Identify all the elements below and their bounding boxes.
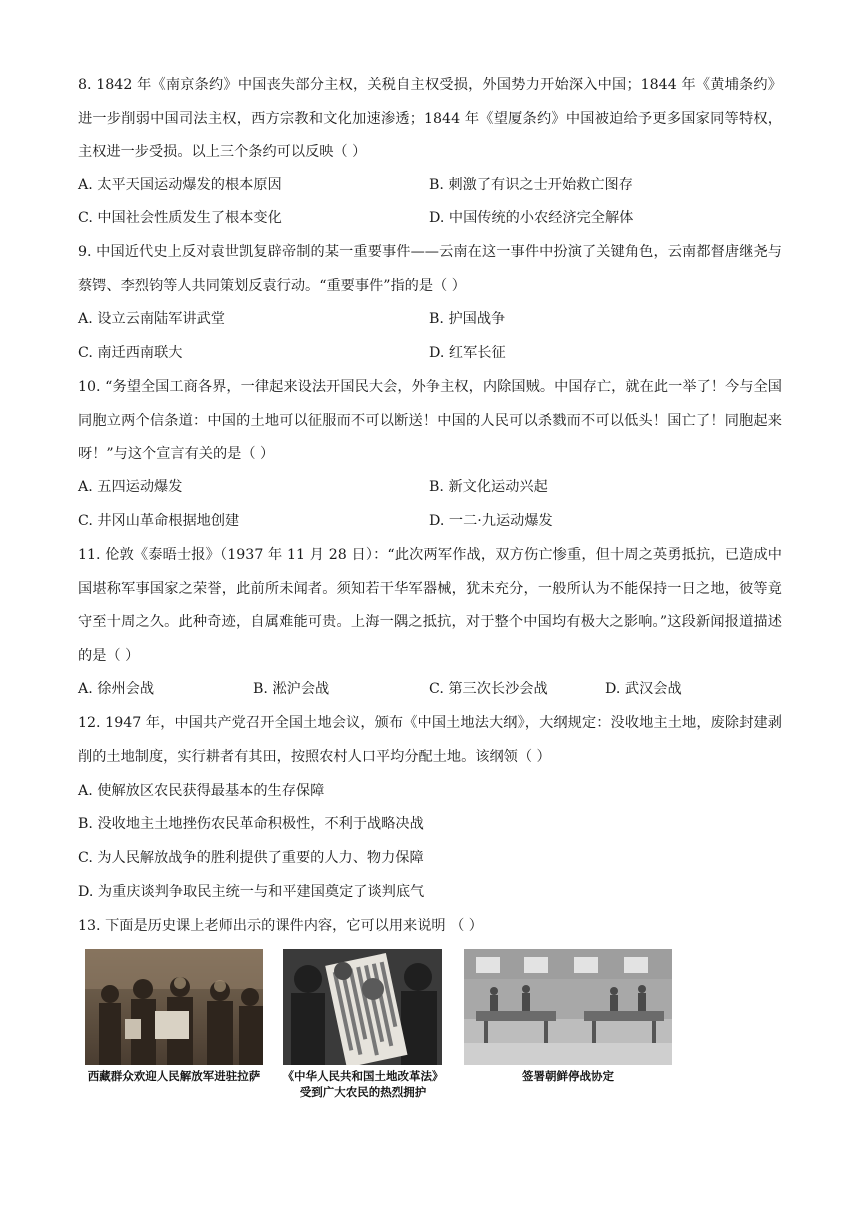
caption-land-reform-line1: 《中华人民共和国土地改革法》 [282, 1069, 444, 1083]
photo-tibet-welcome [85, 949, 263, 1065]
question-8-option-d[interactable]: D. 中国传统的小农经济完全解体 [429, 210, 634, 226]
question-10-options-row-2 [78, 505, 782, 539]
question-12-option-a[interactable]: A. 使解放区农民获得最基本的生存保障 [78, 783, 325, 799]
question-8-option-c[interactable]: C. 中国社会性质发生了根本变化 [78, 210, 282, 226]
question-9-option-b[interactable]: B. 护国战争 [429, 311, 506, 327]
question-10-text: 10. “务望全国工商各界，一律起来设法开国民大会，外争主权，内除国贼。中国存亡，就在此一举了！今与全国同胞立两个信条道：中国的土地可以征服而不可以断送！中国的人民可以杀戮而不可以低头！国亡了！同胞起来呀！”与这个宣言有关的是（ ） [78, 379, 782, 463]
photo-armistice-image [464, 949, 672, 1065]
question-8-stem [78, 69, 782, 170]
caption-armistice: 签署朝鲜停战协定 [522, 1069, 614, 1083]
question-11-option-b[interactable]: B. 淞沪会战 [253, 681, 330, 697]
question-13-text: 13. 下面是历史课上老师出示的课件内容，它可以用来说明 （ ） [78, 918, 483, 934]
question-11-option-d[interactable]: D. 武汉会战 [605, 681, 682, 697]
question-11-text: 11. 伦敦《泰晤士报》（1937 年 11 月 28 日）：“此次两军作战，双方伤亡惨重，但十周之英勇抵抗，已造成中国堪称军事国家之荣誉，此前所未闻者。须知若干华军器械，犹未充分，一般所认为不能保持一日之地，彼等竟守至十周之久。此种奇迹，自属难能可贵。上海一隅之抵抗，对于整个中国均有极大之影响。”这段新闻报道描述的是（ ） [78, 547, 782, 664]
question-9-option-c[interactable]: C. 南迁西南联大 [78, 345, 183, 361]
question-9-text: 9. 中国近代史上反对袁世凯复辟帝制的某一重要事件——云南在这一事件中扮演了关键角色，云南都督唐继尧与蔡锷、李烈钧等人共同策划反袁行动。“重要事件”指的是（ ） [78, 244, 782, 294]
question-11-option-c[interactable]: C. 第三次长沙会战 [429, 681, 548, 697]
question-10-option-a[interactable]: A. 五四运动爆发 [78, 479, 183, 495]
question-9-options-row-2 [78, 337, 782, 371]
question-8-options-row-1 [78, 169, 782, 203]
question-11-options-row [78, 673, 782, 707]
photo-land-reform [283, 949, 442, 1065]
question-9-options-row-1 [78, 303, 782, 337]
photo-land-reform-image [283, 949, 442, 1065]
photo-armistice [464, 949, 672, 1065]
question-12-stem [78, 707, 782, 774]
caption-land-reform-line2: 受到广大农民的热烈拥护 [299, 1085, 427, 1099]
question-12-option-b[interactable]: B. 没收地主土地挫伤农民革命积极性，不利于战略决战 [78, 816, 424, 832]
photo-tibet-welcome-image [85, 949, 263, 1065]
question-10-option-b[interactable]: B. 新文化运动兴起 [429, 479, 548, 495]
question-10-option-d[interactable]: D. 一二·九运动爆发 [429, 513, 553, 529]
question-10-stem [78, 371, 782, 472]
question-9-stem [78, 236, 782, 303]
question-8-text: 8. 1842 年《南京条约》中国丧失部分主权，关税自主权受损，外国势力开始深入中国；1844 年《黄埔条约》进一步削弱中国司法主权，西方宗教和文化加速渗透；1844 年《望厦条约》中国被迫给予更多国家同等特权，主权进一步受损。以上三个条约可以反映（ ） [78, 77, 782, 161]
question-11-option-a[interactable]: A. 徐州会战 [78, 681, 155, 697]
question-8-option-a[interactable]: A. 太平天国运动爆发的根本原因 [78, 177, 282, 193]
question-8-option-b[interactable]: B. 刺激了有识之士开始救亡图存 [429, 177, 633, 193]
caption-tibet-welcome: 西藏群众欢迎人民解放军进驻拉萨 [87, 1069, 261, 1083]
question-12-text: 12. 1947 年，中国共产党召开全国土地会议，颁布《中国土地法大纲》，大纲规定：没收地主土地，废除封建剥削的土地制度，实行耕者有其田，按照农村人口平均分配土地。该纲领（ ） [78, 715, 782, 765]
question-10-option-c[interactable]: C. 井冈山革命根据地创建 [78, 513, 240, 529]
question-12-option-c[interactable]: C. 为人民解放战争的胜利提供了重要的人力、物力保障 [78, 850, 424, 866]
question-10-options-row-1 [78, 471, 782, 505]
question-9-option-a[interactable]: A. 设立云南陆军讲武堂 [78, 311, 225, 327]
question-11-stem [78, 539, 782, 673]
question-9-option-d[interactable]: D. 红军长征 [429, 345, 506, 361]
question-8-options-row-2 [78, 202, 782, 236]
question-12-option-d[interactable]: D. 为重庆谈判争取民主统一与和平建国奠定了谈判底气 [78, 884, 425, 900]
